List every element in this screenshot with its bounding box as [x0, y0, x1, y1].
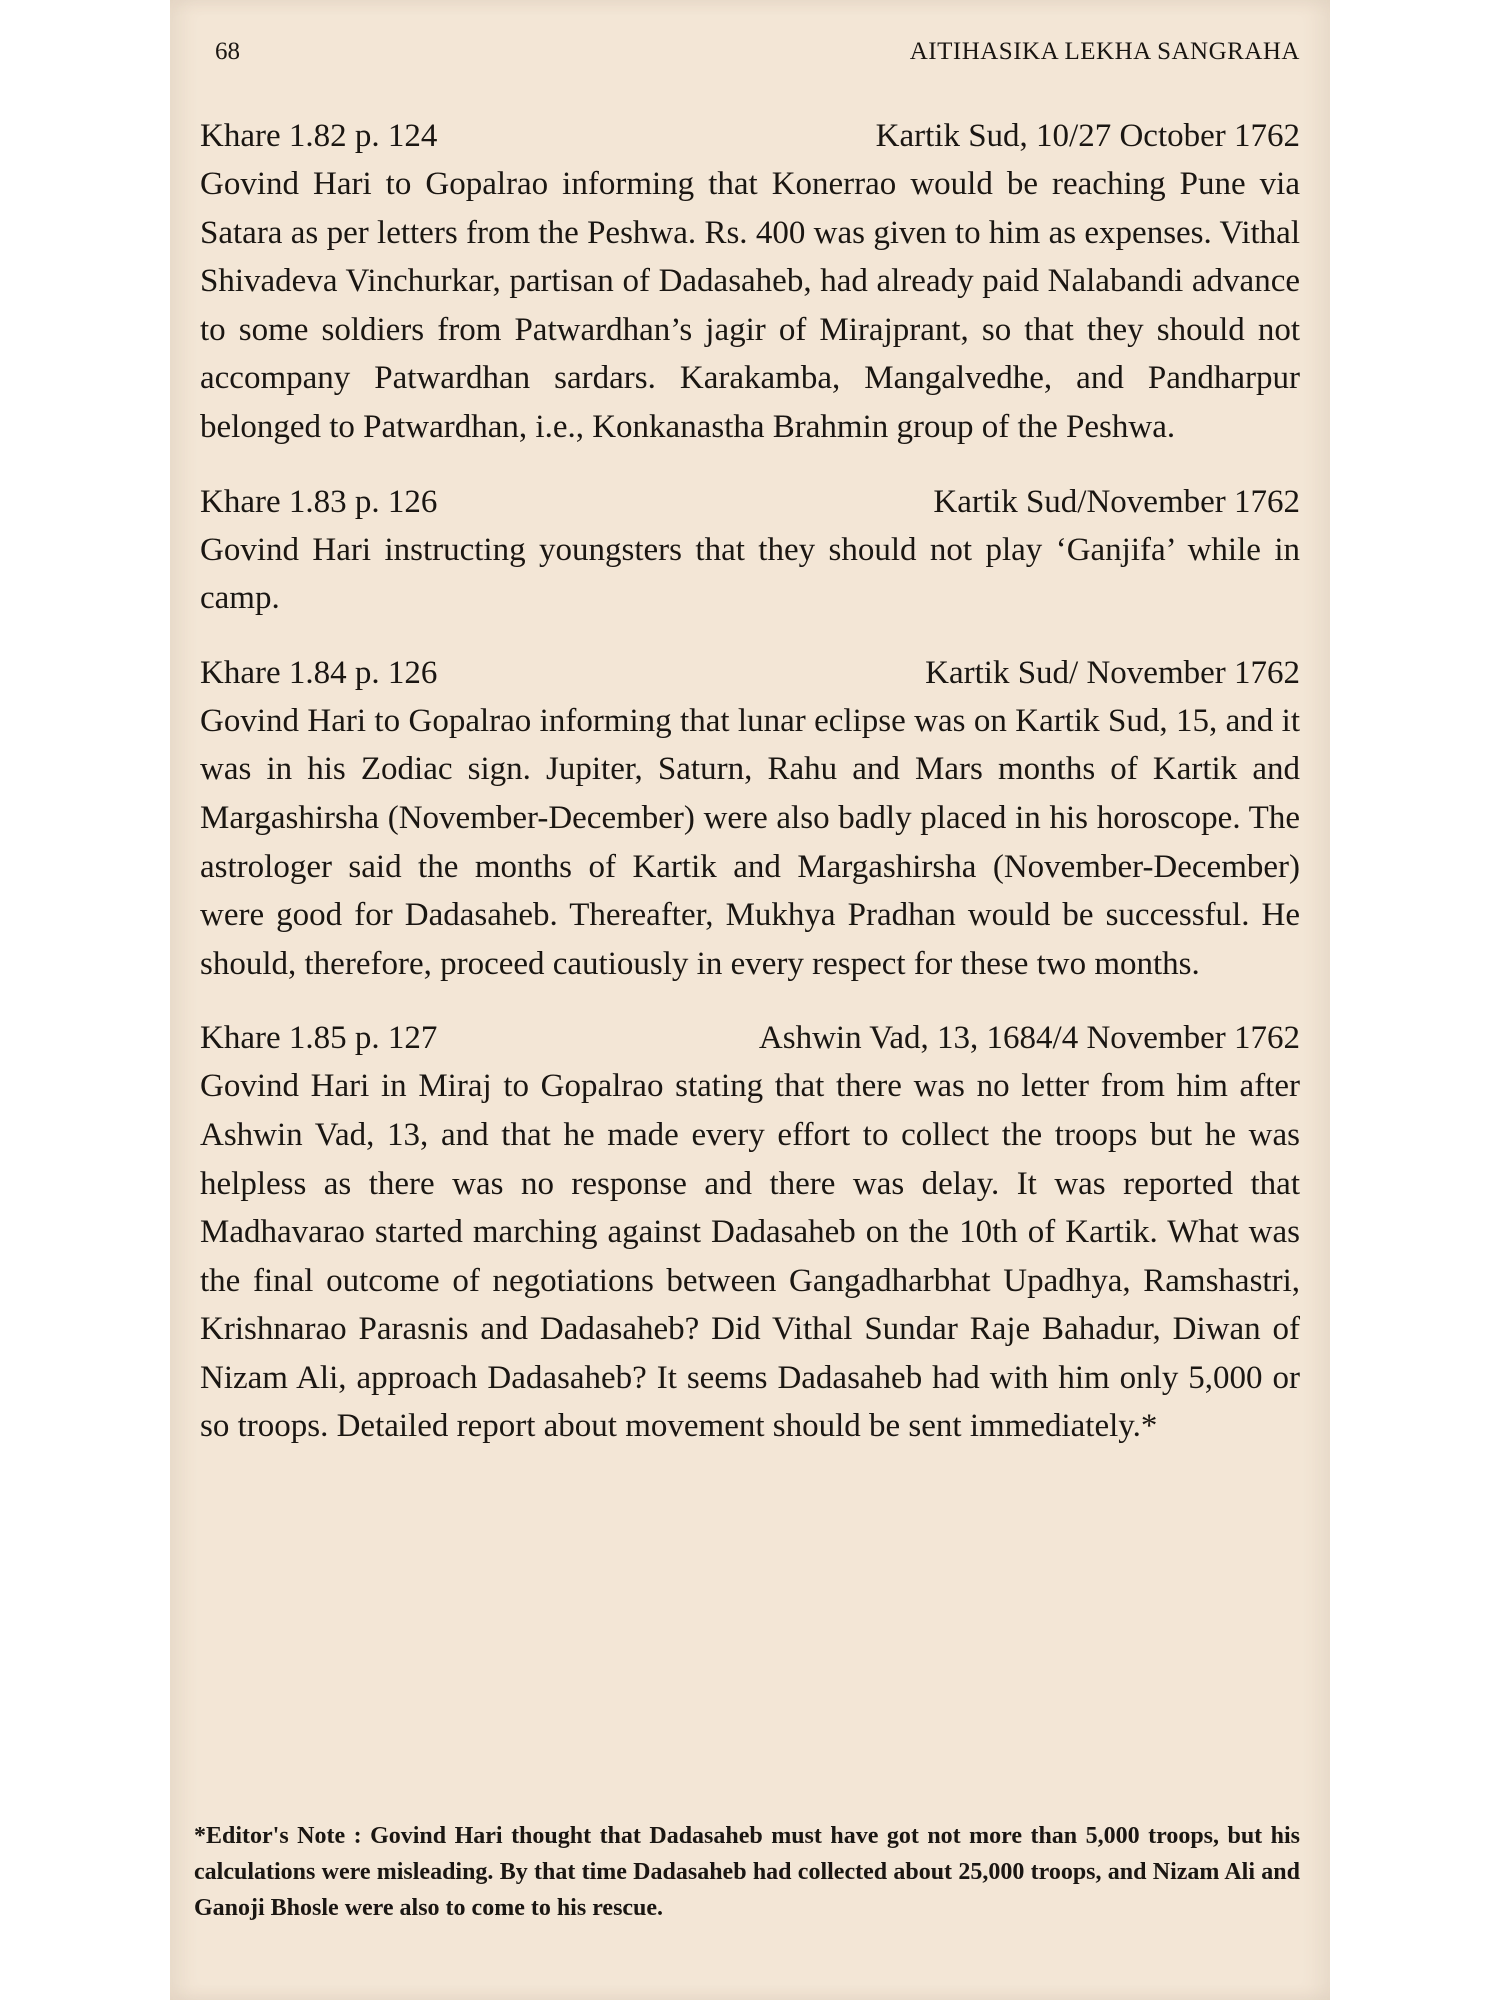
entry-header — [200, 649, 1300, 697]
editors-note-text: Govind Hari thought that Dadasaheb must have got not more than 5,000 troops, but his calculations were misleading. By that time Dadasaheb had collected about 25,000 troops, and Nizam Ali and Ganoji Bhosle were also to come to his rescue. — [194, 1823, 1301, 1921]
entry-date: Kartik Sud/November 1762 — [933, 483, 1300, 520]
letter-entry — [200, 649, 1300, 989]
page-number: 68 — [215, 38, 240, 65]
letter-entry — [200, 112, 1300, 452]
entry-header — [200, 112, 1300, 160]
page-content — [200, 112, 1300, 1477]
entry-date: Kartik Sud, 10/27 October 1762 — [875, 118, 1300, 154]
entry-reference: Khare 1.83 p. 126 — [200, 483, 438, 520]
entry-date: Ashwin Vad, 13, 1684/4 November 1762 — [758, 1020, 1300, 1057]
letter-entry — [200, 478, 1300, 623]
running-head — [215, 38, 1300, 74]
entry-reference: Khare 1.84 p. 126 — [200, 654, 438, 691]
entry-reference: Khare 1.85 p. 127 — [200, 1020, 438, 1057]
entry-header — [200, 478, 1300, 526]
entry-summary: Govind Hari to Gopalrao informing that Konerrao would be reaching Pune via Satara as per letters from the Peshwa. Rs. 400 was given to him as expenses. Vithal Shivadeva Vinchurkar, partisan of Dadasaheb, had already paid Nalabandi advance to some soldiers from Patwardhan’s jagir of Mirajprant, so that they should not accompany Patwardhan sardars. Karakamba, Mangalvedhe, and Pandharpur belonged to Patwardhan, i.e., Konkanastha Brahmin group of the Peshwa. — [200, 166, 1300, 445]
editors-note-label: *Editor's Note : — [194, 1823, 362, 1849]
book-page — [170, 0, 1330, 2000]
entry-summary: Govind Hari instructing youngsters that they should not play ‘Ganjifa’ while in camp. — [200, 531, 1300, 617]
entry-summary: Govind Hari to Gopalrao informing that lunar eclipse was on Kartik Sud, 15, and it was in his Zodiac sign. Jupiter, Saturn, Rahu and Mars months of Kartik and Margashirsha (November-December) were also badly placed in his horoscope. The astrologer said the months of Kartik and Margashirsha (November-December) were good for Dadasaheb. Thereafter, Mukhya Pradhan would be successful. He should, therefore, proceed cautiously in every respect for these two months. — [200, 702, 1300, 982]
entry-date: Kartik Sud/ November 1762 — [925, 654, 1300, 691]
entry-reference: Khare 1.82 p. 124 — [200, 118, 438, 154]
entry-header — [200, 1014, 1300, 1062]
entry-summary: Govind Hari in Miraj to Gopalrao stating that there was no letter from him after Ashwin Vad, 13, and that he made every effort to collect the troops but he was helpless as there was no response and there was delay. It was reported that Madhavarao started marching against Dadasaheb on the 10th of Kartik. What was the final outcome of negotiations between Gangadharbhat Upadhya, Ramshastri, Krishnarao Parasnis and Dadasaheb? Did Vithal Sundar Raje Bahadur, Diwan of Nizam Ali, approach Dadasaheb? It seems Dadasaheb had with him only 5,000 or so troops. Detailed report about movement should be sent immediately.* — [200, 1068, 1300, 1445]
editors-note — [194, 1818, 1300, 1926]
letter-entry — [200, 1014, 1300, 1451]
book-title: AITIHASIKA LEKHA SANGRAHA — [909, 38, 1300, 65]
